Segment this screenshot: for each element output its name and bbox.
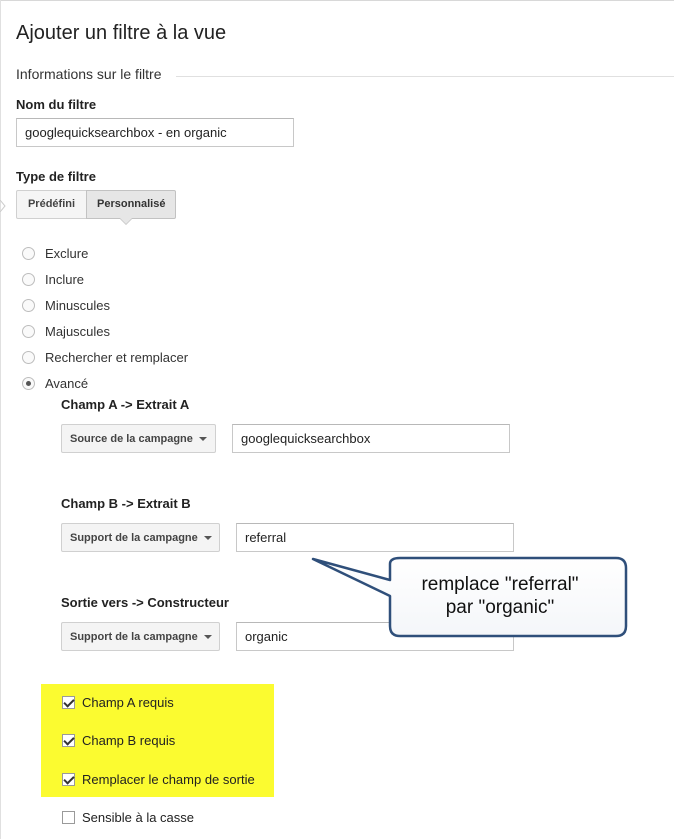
radio-exclure[interactable] [22,244,88,262]
section-heading: Informations sur le filtre [16,66,162,82]
checkbox-remplacer-sortie[interactable] [62,770,255,788]
checkbox-champ-a-requis[interactable] [62,693,174,711]
field-a-select-label: Source de la campagne [70,432,193,445]
radio-minuscules-circle[interactable] [22,299,35,312]
champ-a-requis-label: Champ A requis [82,694,174,710]
radio-majuscules[interactable] [22,322,110,340]
filter-type-label: Type de filtre [16,169,96,184]
radio-inclure[interactable] [22,270,84,288]
radio-avance-circle[interactable] [22,377,35,390]
chevron-down-icon [204,536,212,540]
left-border [0,0,1,839]
radio-majuscules-circle[interactable] [22,325,35,338]
top-border [0,0,674,1]
champ-a-requis-checkbox[interactable] [62,696,75,709]
champ-b-requis-label: Champ B requis [82,732,176,748]
radio-minuscules[interactable] [22,296,110,314]
output-label: Sortie vers -> Constructeur [61,595,229,610]
output-select[interactable] [61,622,220,651]
filter-type-tabs [16,190,176,219]
section-divider [176,76,674,77]
filter-name-label: Nom du filtre [16,97,97,112]
radio-inclure-label: Inclure [45,271,85,287]
callout-text [382,573,618,619]
radio-inclure-circle[interactable] [22,273,35,286]
radio-avance-label: Avancé [45,375,89,391]
field-a-select[interactable] [61,424,216,453]
callout-line-1: remplace "referral" [421,574,579,595]
page-title: Ajouter un filtre à la vue [16,22,227,44]
chevron-down-icon [199,437,207,441]
champ-b-requis-checkbox[interactable] [62,734,75,747]
checkbox-champ-b-requis[interactable] [62,731,175,749]
field-b-select-label: Support de la campagne [70,531,198,544]
sensible-casse-checkbox[interactable] [62,811,75,824]
field-b-input[interactable]: referral [236,523,514,552]
radio-avance[interactable] [22,374,88,392]
field-b-label: Champ B -> Extrait B [61,496,191,511]
radio-minuscules-label: Minuscules [45,297,111,313]
tab-predefini[interactable]: Prédéfini [16,190,87,219]
sensible-casse-label: Sensible à la casse [82,809,195,825]
callout-line-2: par "organic" [445,597,555,618]
checkbox-sensible-casse[interactable] [62,808,194,826]
tab-personnalise[interactable]: Personnalisé [86,190,176,219]
output-input[interactable]: organic [236,622,514,651]
radio-rechercher-remplacer-circle[interactable] [22,351,35,364]
field-a-input[interactable]: googlequicksearchbox [232,424,510,453]
field-a-label: Champ A -> Extrait A [61,397,190,412]
radio-majuscules-label: Majuscules [45,323,111,339]
output-select-label: Support de la campagne [70,630,198,643]
left-edge-chevron-icon [0,200,6,212]
radio-rechercher-remplacer-label: Rechercher et remplacer [45,349,189,365]
remplacer-sortie-label: Remplacer le champ de sortie [82,771,255,787]
filter-name-input[interactable]: googlequicksearchbox - en organic [16,118,294,147]
chevron-down-icon [204,635,212,639]
radio-exclure-circle[interactable] [22,247,35,260]
field-b-select[interactable] [61,523,220,552]
radio-exclure-label: Exclure [45,245,89,261]
remplacer-sortie-checkbox[interactable] [62,773,75,786]
radio-rechercher-remplacer[interactable] [22,348,188,366]
active-tab-pointer-fill [120,218,132,224]
